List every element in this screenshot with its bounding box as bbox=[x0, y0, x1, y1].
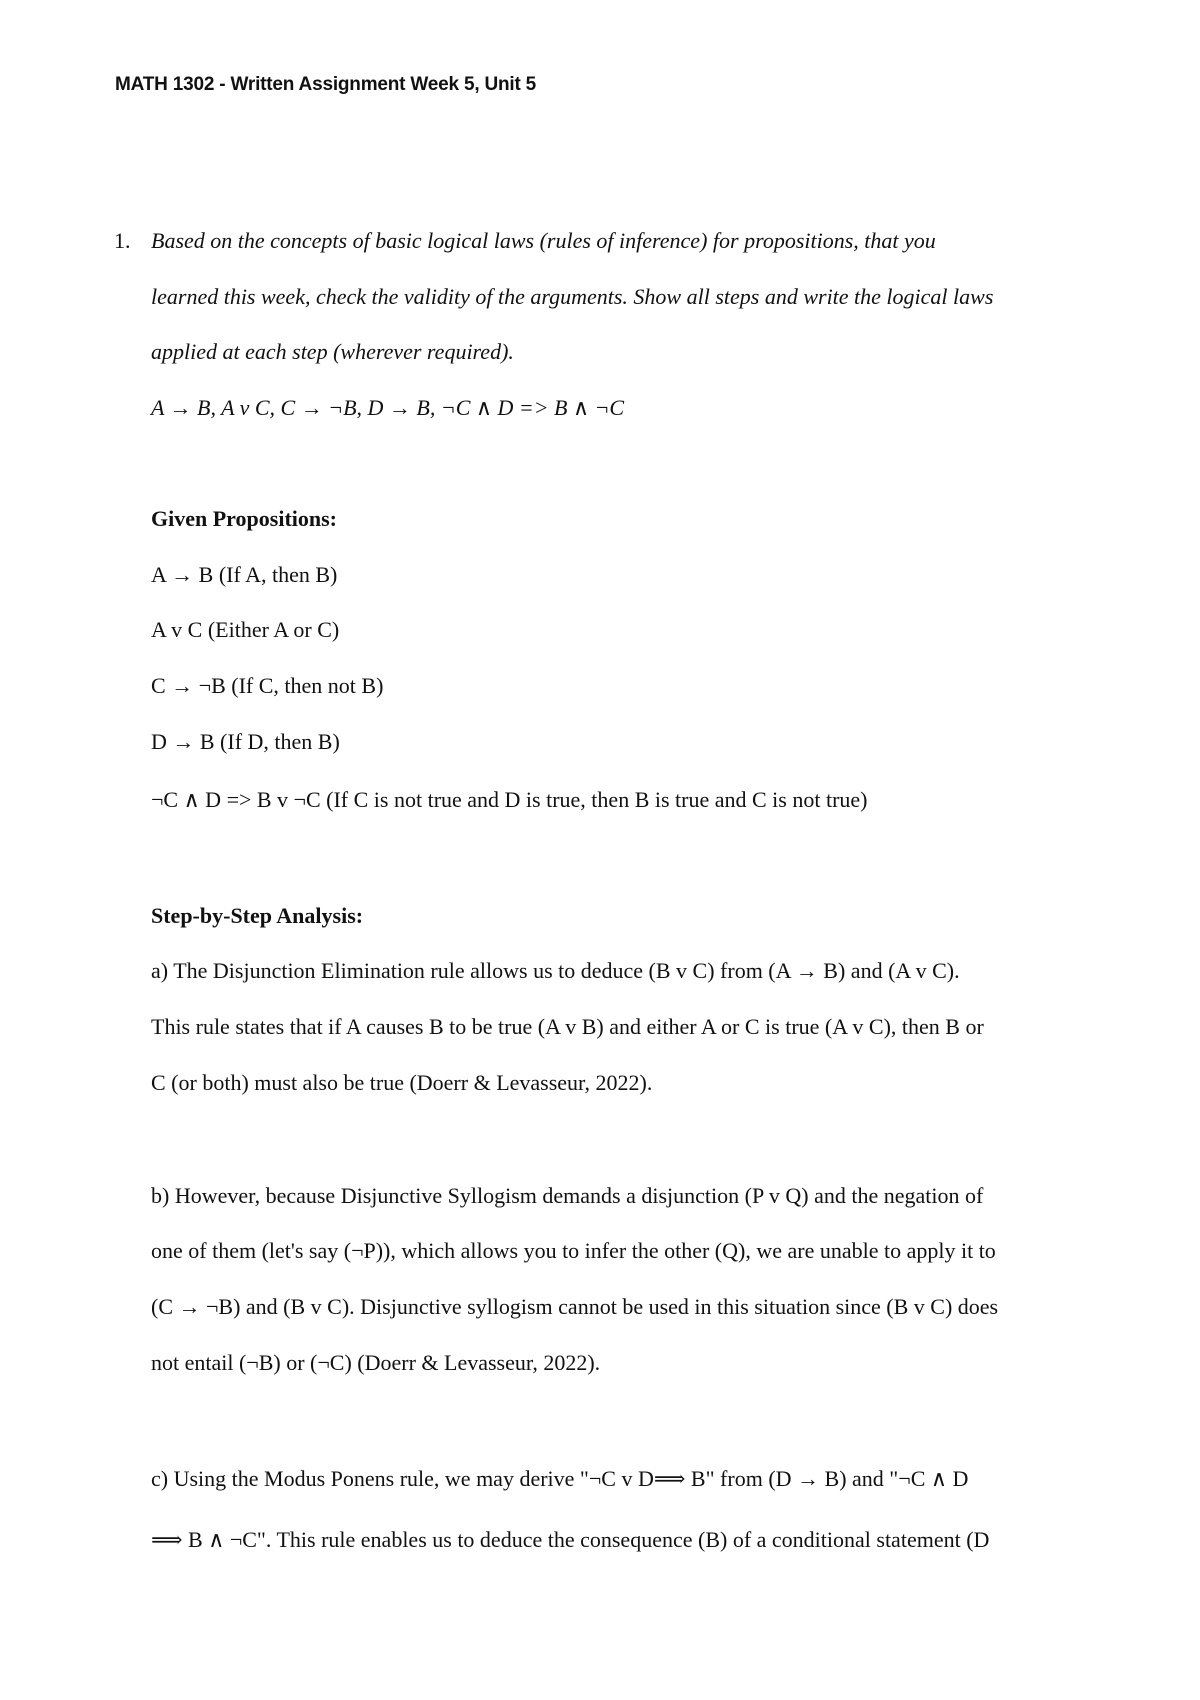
proposition-item: A v C (Either A or C) bbox=[151, 617, 340, 642]
question-line: learned this week, check the validity of the arguments. Show all steps and write the logical laws bbox=[151, 284, 994, 309]
proposition-item: ¬C ∧ D => B v ¬C (If C is not true and D is true, then B is true and C is not true) bbox=[151, 787, 868, 812]
proposition-item: C → ¬B (If C, then not B) bbox=[151, 673, 384, 698]
analysis-heading: Step-by-Step Analysis: bbox=[151, 903, 364, 928]
question-number: 1. bbox=[114, 228, 131, 253]
paragraph-line: one of them (let's say (¬P)), which allows you to infer the other (Q), we are unable to apply it to bbox=[151, 1238, 996, 1263]
paragraph-line: not entail (¬B) or (¬C) (Doerr & Levasseur, 2022). bbox=[151, 1350, 601, 1375]
given-heading: Given Propositions: bbox=[151, 506, 338, 531]
paragraph-line: b) However, because Disjunctive Syllogism demands a disjunction (P v Q) and the negation of bbox=[151, 1183, 984, 1208]
paragraph-line: (C → ¬B) and (B v C). Disjunctive syllogism cannot be used in this situation since (B v C) does bbox=[151, 1294, 999, 1319]
question-line: applied at each step (wherever required). bbox=[151, 339, 514, 364]
paragraph-line: C (or both) must also be true (Doerr & Levasseur, 2022). bbox=[151, 1070, 653, 1095]
argument-formula: A → B, A v C, C → ¬B, D → B, ¬C ∧ D => B ∧ ¬C bbox=[151, 395, 625, 420]
proposition-item: A → B (If A, then B) bbox=[151, 562, 338, 587]
paragraph-line: a) The Disjunction Elimination rule allows us to deduce (B v C) from (A → B) and (A v C). bbox=[151, 958, 960, 983]
question-line: Based on the concepts of basic logical laws (rules of inference) for propositions, that you bbox=[151, 228, 936, 253]
proposition-item: D → B (If D, then B) bbox=[151, 729, 340, 754]
paragraph-line: c) Using the Modus Ponens rule, we may derive "¬C v D⟹ B" from (D → B) and "¬C ∧ D bbox=[151, 1466, 969, 1491]
document-header: MATH 1302 - Written Assignment Week 5, Unit 5 bbox=[115, 74, 537, 95]
paragraph-line: This rule states that if A causes B to be true (A v B) and either A or C is true (A v C), then B or bbox=[151, 1014, 984, 1039]
paragraph-line: ⟹ B ∧ ¬C". This rule enables us to deduce the consequence (B) of a conditional statement (D bbox=[151, 1527, 990, 1552]
